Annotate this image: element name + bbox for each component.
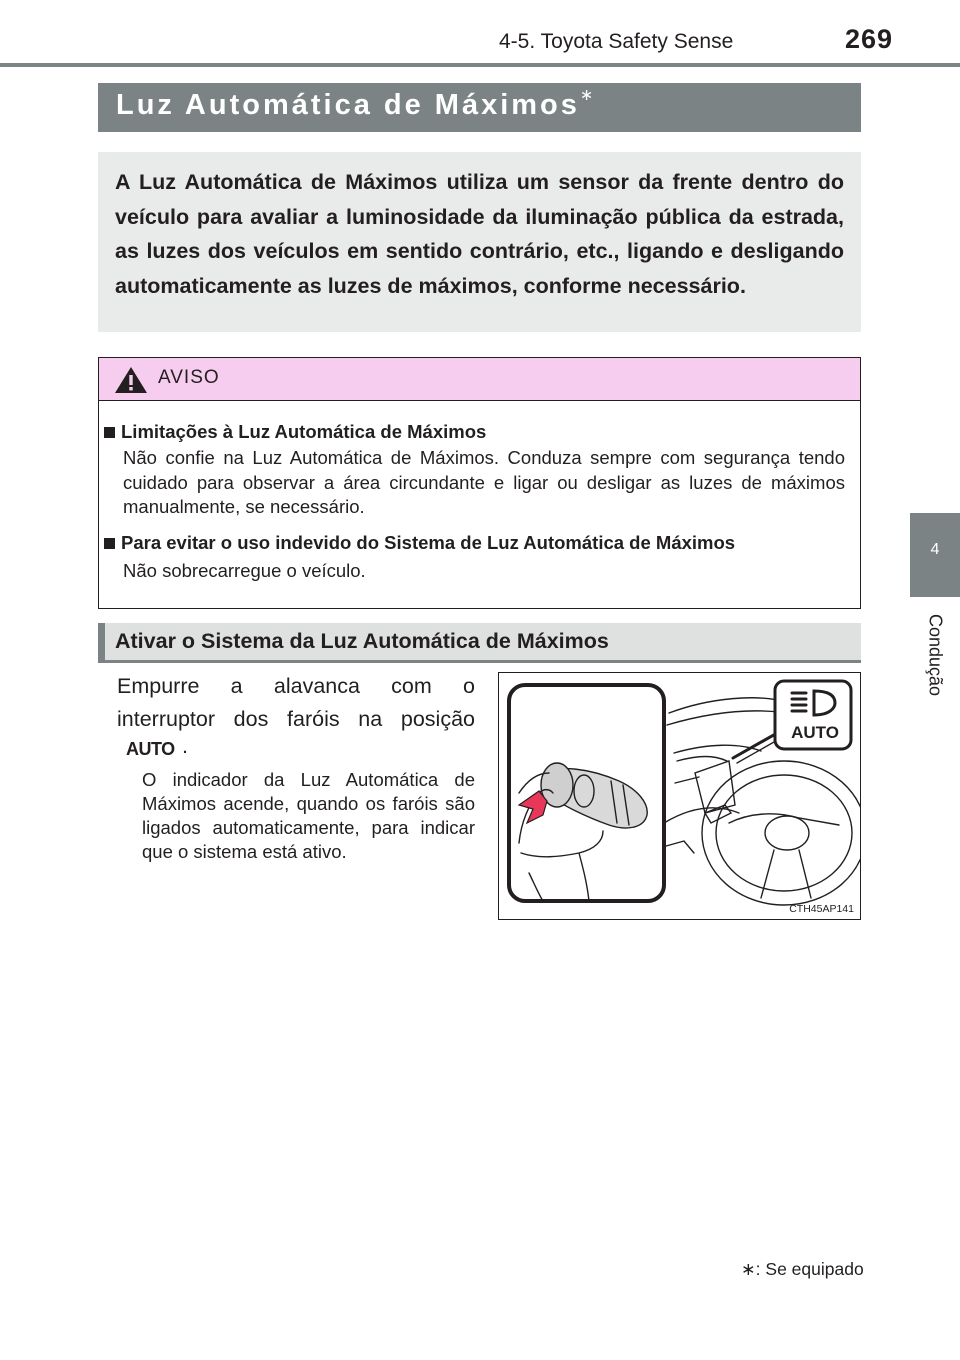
figure-code: CTH45AP141 [789,903,854,915]
page-title [116,89,593,122]
footnote-text: : Se equipado [755,1259,864,1279]
warning-item-1-title [104,421,486,443]
footnote-marker: ∗ [741,1259,756,1279]
section-heading-bar [98,623,105,663]
chapter-number: 4 [930,541,940,558]
warning-item-2-title [104,532,735,554]
step-end: . [182,734,188,758]
bullet-square-icon [104,427,115,438]
illustration-figure [498,672,861,920]
warning-item-2-title-text: Para evitar o uso indevido do Sistema de Luz Automática de Máximos [121,532,736,553]
bullet-square-icon [104,538,115,549]
headlight-lever-illustration [499,673,860,919]
intro-text: A Luz Automática de Máximos utiliza um sensor da frente dentro do veículo para avaliar a luminosidade da iluminação pública da estrada, as luzes dos veículos em sentido contrário, etc., ligando e desligando automaticamente as luzes de máximos, conforme necessário. [115,170,844,298]
page-title-bar [98,83,861,132]
step-note: O indicador da Luz Automática de Máximos acende, quando os faróis são ligados automaticamente, para indicar que o sistema está ativo. [142,769,475,862]
chapter-tab [910,513,960,597]
section-title: Ativar o Sistema da Luz Automática de Máximos [115,629,609,653]
page-title-text: Luz Automática de Máximos [116,89,580,121]
warning-title: AVISO [158,367,220,388]
section-heading [98,623,861,663]
auto-symbol: AUTO [126,739,175,759]
warning-item-1-title-text: Limitações à Luz Automática de Máximos [121,421,487,442]
warning-item-1-body: Não confie na Luz Automática de Máximos. Conduza sempre com segurança tendo cuidado para observar a área circundante e ligar ou desligar as luzes de máximos manualmente, se necessário. [123,447,845,517]
warning-triangle-icon [114,366,148,394]
auto-badge-label: AUTO [791,723,839,742]
title-marker: ∗ [579,87,594,104]
chapter-label: Condução [925,613,946,697]
intro-box [98,152,861,332]
step-instruction: Empurre a alavanca com o interruptor dos faróis na posição [117,674,475,731]
header-rule [0,63,960,67]
warning-box [98,357,861,609]
footnote [741,1259,864,1280]
warning-item-2-body: Não sobrecarregue o veículo. [123,560,366,581]
header-section: 4-5. Toyota Safety Sense [499,30,734,53]
page-number: 269 [845,24,894,54]
warning-header [99,358,860,401]
